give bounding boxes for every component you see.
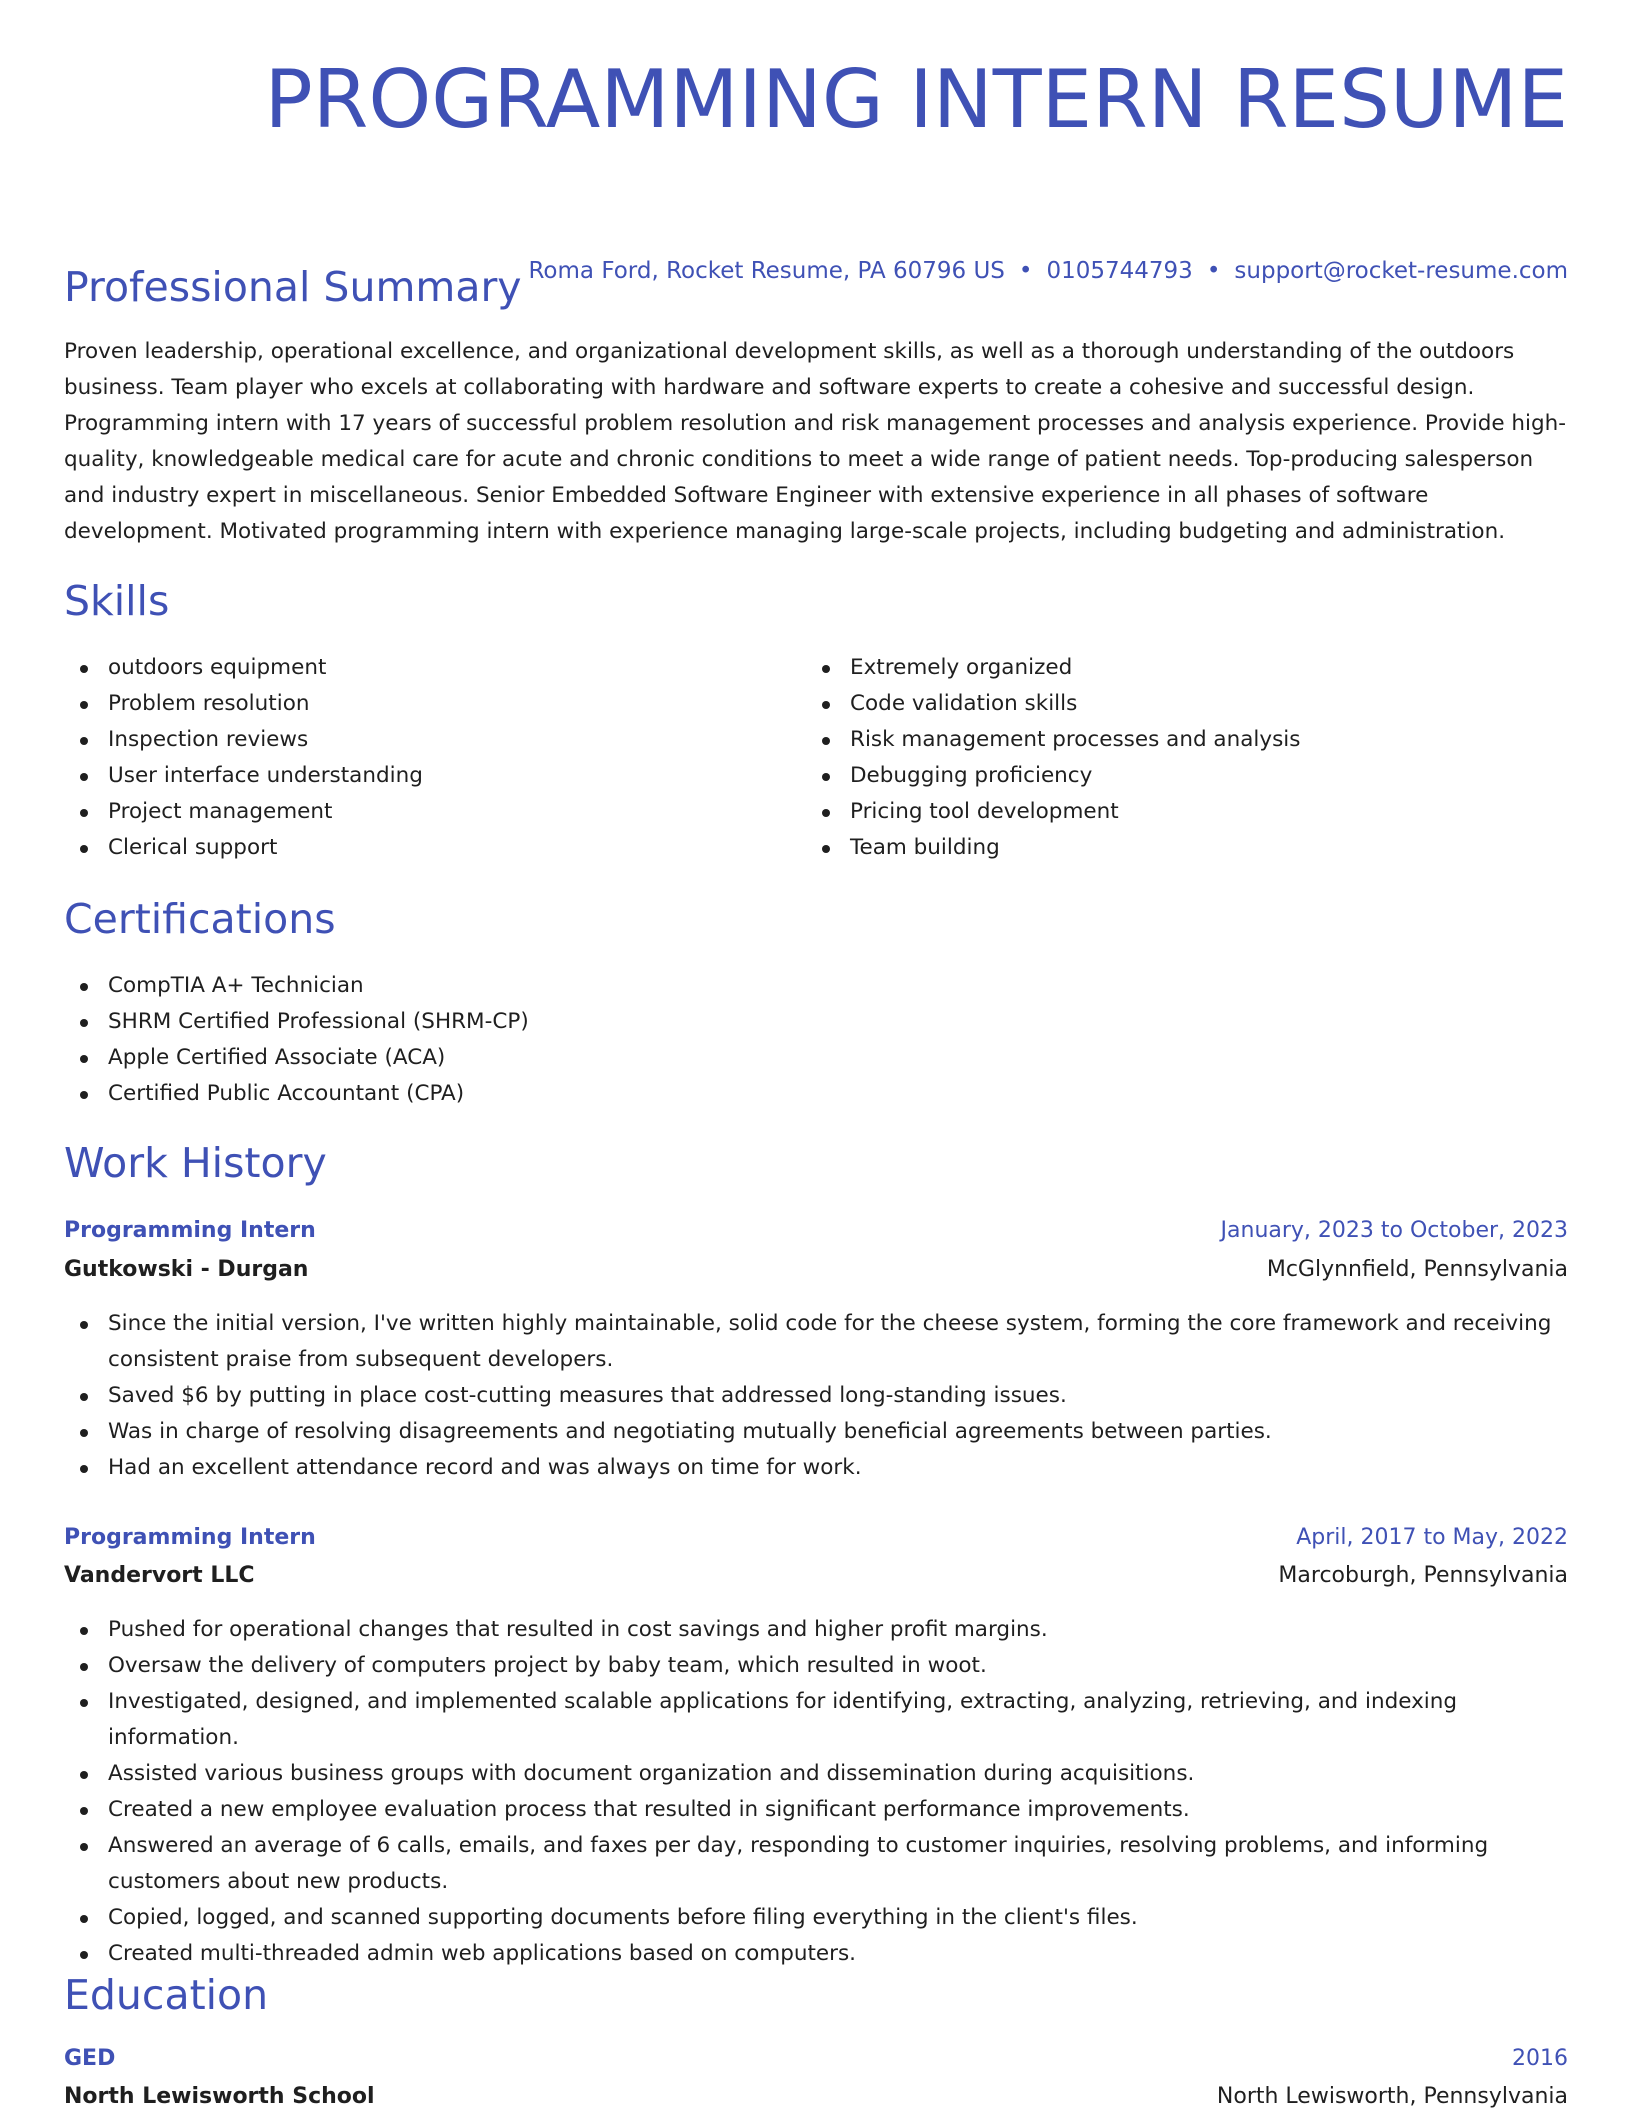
job-bullets (64, 1306, 1568, 1486)
list-item: Saved $6 by putting in place cost-cutting measures that addressed long-standing issues. (64, 1378, 1568, 1414)
contact-separator: • (1018, 258, 1033, 284)
job-dates: January, 2023 to October, 2023 (1220, 1218, 1568, 1243)
list-item: Assisted various business groups with document organization and dissemination during acquisitions. (64, 1756, 1568, 1792)
list-item: Created multi-threaded admin web applications based on computers. (64, 1936, 1568, 1972)
list-item: Created a new employee evaluation process that resulted in significant performance improvements. (64, 1792, 1568, 1828)
list-item: Team building (806, 830, 1546, 866)
contact-address: Roma Ford, Rocket Resume, PA 60796 US (528, 258, 1005, 284)
list-item: Pricing tool development (806, 794, 1546, 830)
certifications-list (64, 968, 1568, 1112)
summary-text: Proven leadership, operational excellence, and organizational development skills, as well as a thorough understanding of the outdoors business. Team player who excels at collaborating with hardware and software experts to create a cohesive and successful design. Programming intern with 17 years of successful problem resolution and risk management processes and analysis experience. Provide high-quality, knowledgeable medical care for acute and chronic conditions to meet a wide range of patient needs. Top-producing salesperson and industry expert in miscellaneous. Senior Embedded Software Engineer with extensive experience in all phases of software development. Motivated programming intern with experience managing large-scale projects, including budgeting and administration. (64, 339, 1567, 544)
skills-heading: Skills (64, 577, 170, 625)
list-item: Investigated, designed, and implemented scalable applications for identifying, extracting, analyzing, retrieving, and indexing information. (64, 1684, 1568, 1756)
skills-left-list (64, 650, 804, 866)
company-name: Vandervort LLC (64, 1563, 255, 1588)
summary-heading: Professional Summary (64, 263, 522, 311)
resume-title: PROGRAMMING INTERN RESUME (264, 53, 1568, 146)
contact-email: support@rocket-resume.com (1234, 258, 1568, 284)
list-item: Project management (64, 794, 804, 830)
job-title: Programming Intern (64, 1218, 316, 1243)
job-bullets (64, 1612, 1568, 1972)
job-dates: April, 2017 to May, 2022 (1296, 1525, 1568, 1550)
skills-right-column (806, 650, 1546, 866)
contact-line (528, 256, 1568, 286)
list-item: Apple Certified Associate (ACA) (64, 1040, 1568, 1076)
degree: GED (64, 2046, 116, 2071)
job-title: Programming Intern (64, 1525, 316, 1550)
list-item: Debugging proficiency (806, 758, 1546, 794)
work-history-heading: Work History (64, 1139, 327, 1187)
education-heading: Education (64, 1971, 269, 2019)
education-school-row (64, 2082, 1568, 2112)
school-name: North Lewisworth School (64, 2084, 375, 2109)
skills-right-list (806, 650, 1546, 866)
list-item: Had an excellent attendance record and was always on time for work. (64, 1450, 1568, 1486)
education-header-row (64, 2044, 1568, 2074)
list-item: Was in charge of resolving disagreements and negotiating mutually beneficial agreements between parties. (64, 1414, 1568, 1450)
list-item: SHRM Certified Professional (SHRM-CP) (64, 1004, 1568, 1040)
list-item: Problem resolution (64, 686, 804, 722)
list-item: Risk management processes and analysis (806, 722, 1546, 758)
list-item: Clerical support (64, 830, 804, 866)
graduation-year: 2016 (1512, 2046, 1568, 2071)
list-item: outdoors equipment (64, 650, 804, 686)
list-item: Since the initial version, I've written highly maintainable, solid code for the cheese system, forming the core framework and receiving consistent praise from subsequent developers. (64, 1306, 1568, 1378)
contact-separator: • (1206, 258, 1221, 284)
list-item: Answered an average of 6 calls, emails, and faxes per day, responding to customer inquiries, resolving problems, and informing customers about new products. (64, 1828, 1568, 1900)
list-item: User interface understanding (64, 758, 804, 794)
list-item: Oversaw the delivery of computers project by baby team, which resulted in woot. (64, 1648, 1568, 1684)
job-company-row (64, 1255, 1568, 1285)
certifications-heading: Certifications (64, 895, 336, 943)
list-item: Pushed for operational changes that resulted in cost savings and higher profit margins. (64, 1612, 1568, 1648)
skills-left-column (64, 650, 804, 866)
school-location: North Lewisworth, Pennsylvania (1216, 2084, 1568, 2109)
list-item: Code validation skills (806, 686, 1546, 722)
job-company-row (64, 1561, 1568, 1591)
job-location: McGlynnfield, Pennsylvania (1266, 1257, 1568, 1282)
job-location: Marcoburgh, Pennsylvania (1278, 1563, 1568, 1588)
job-header-row (64, 1216, 1568, 1246)
list-item: Copied, logged, and scanned supporting documents before filing everything in the client's files. (64, 1900, 1568, 1936)
list-item: CompTIA A+ Technician (64, 968, 1568, 1004)
list-item: Extremely organized (806, 650, 1546, 686)
job-header-row (64, 1523, 1568, 1553)
list-item: Certified Public Accountant (CPA) (64, 1076, 1568, 1112)
list-item: Inspection reviews (64, 722, 804, 758)
company-name: Gutkowski - Durgan (64, 1257, 309, 1282)
contact-phone: 0105744793 (1046, 258, 1193, 284)
